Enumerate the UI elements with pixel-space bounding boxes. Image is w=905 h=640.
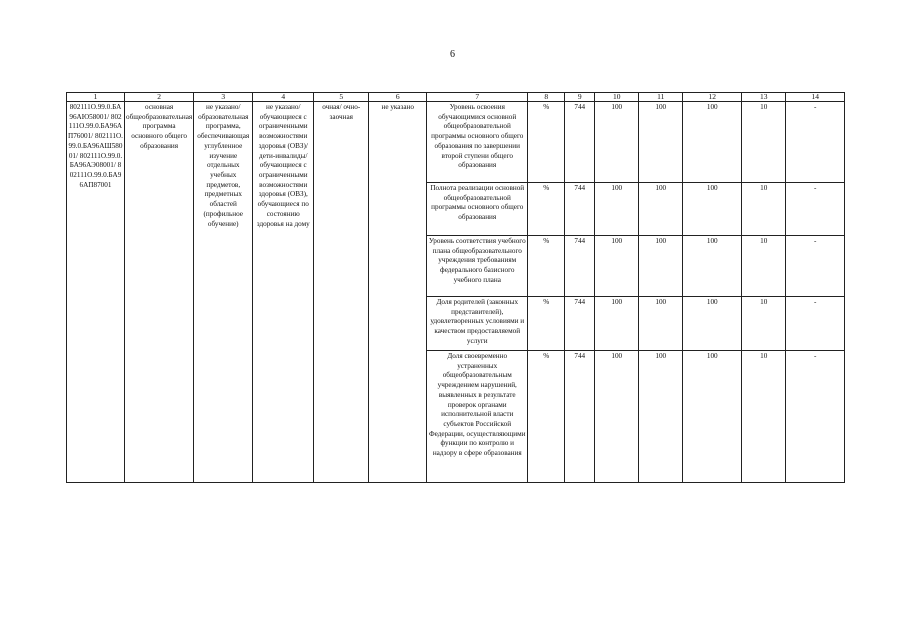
value-cell: 100 — [639, 351, 683, 483]
value-cell: 10 — [742, 102, 786, 183]
unit-cell: % — [528, 236, 565, 297]
unit-cell: % — [528, 297, 565, 351]
column-header: 12 — [683, 93, 742, 102]
column-header: 1 — [67, 93, 125, 102]
column-header: 14 — [786, 93, 845, 102]
page-number: 6 — [450, 49, 455, 60]
column-header: 3 — [194, 93, 253, 102]
unit-cell: % — [528, 351, 565, 483]
indicator-cell: Доля родителей (законных представителей), удовлетворенных условиями и качеством предоставляемой услуги — [427, 297, 528, 351]
value-cell: 10 — [742, 351, 786, 483]
subjects-cell: не указано/ образовательная программа, обеспечивающая углубленное изучение отдельных учебных предметов, предметных областей (профильное обучение) — [194, 102, 253, 483]
unit-cell: % — [528, 102, 565, 183]
value-cell: - — [786, 102, 845, 183]
value-cell: - — [786, 236, 845, 297]
okei-cell: 744 — [565, 102, 595, 183]
column-header: 4 — [253, 93, 314, 102]
form-cell: очная/ очно-заочная — [314, 102, 369, 483]
indicator-cell: Доля своевременно устраненных общеобразовательным учреждением нарушений, выявленных в результате проверок органами исполнительной власти субъектов Российской Федерации, осуществляющими функции по контролю и надзору в сфере образования — [427, 351, 528, 483]
column-header: 7 — [427, 93, 528, 102]
value-cell: - — [786, 183, 845, 236]
category-cell: не указано/ обучающиеся с ограниченными возможностями здоровья (ОВЗ)/ дети-инвалиды/ обучающиеся с ограниченными возможностями здоровья (ОВЗ), обучающиеся по состоянию здоровья на дому — [253, 102, 314, 483]
header-row — [67, 93, 845, 102]
indicator-cell: Уровень освоения обучающимися основной общеобразовательной программы основного общего образования по завершении второй ступени общего образования — [427, 102, 528, 183]
column-header: 9 — [565, 93, 595, 102]
column-header: 10 — [595, 93, 639, 102]
quality-indicators-table — [66, 92, 845, 483]
indicator-cell: Полнота реализации основной общеобразовательной программы основного общего образования — [427, 183, 528, 236]
okei-cell: 744 — [565, 351, 595, 483]
value-cell: - — [786, 297, 845, 351]
column-header: 2 — [125, 93, 194, 102]
value-cell: 100 — [639, 183, 683, 236]
value-cell: 100 — [595, 183, 639, 236]
value-cell: 10 — [742, 183, 786, 236]
column-header: 11 — [639, 93, 683, 102]
column-header: 5 — [314, 93, 369, 102]
value-cell: - — [786, 351, 845, 483]
okei-cell: 744 — [565, 183, 595, 236]
table-row — [67, 102, 845, 183]
service-code-cell: 802111О.99.0.БА96АЮ58001/ 802111О.99.0.БА96АП76001/ 802111О.99.0.БА96АШ58001/ 802111О.99.0.БА96АЭ08001/ 802111О.99.0.БА96АП87001 — [67, 102, 125, 483]
column-header: 8 — [528, 93, 565, 102]
column-6-cell: не указано — [369, 102, 427, 483]
value-cell: 100 — [595, 236, 639, 297]
value-cell: 100 — [683, 297, 742, 351]
value-cell: 100 — [639, 102, 683, 183]
value-cell: 100 — [595, 297, 639, 351]
okei-cell: 744 — [565, 297, 595, 351]
column-header: 13 — [742, 93, 786, 102]
value-cell: 100 — [683, 102, 742, 183]
value-cell: 100 — [595, 351, 639, 483]
value-cell: 100 — [639, 297, 683, 351]
value-cell: 100 — [595, 102, 639, 183]
column-header: 6 — [369, 93, 427, 102]
unit-cell: % — [528, 183, 565, 236]
value-cell: 100 — [639, 236, 683, 297]
value-cell: 10 — [742, 236, 786, 297]
program-cell: основная общеобразовательная программа основного общего образования — [125, 102, 194, 483]
value-cell: 10 — [742, 297, 786, 351]
okei-cell: 744 — [565, 236, 595, 297]
value-cell: 100 — [683, 183, 742, 236]
value-cell: 100 — [683, 236, 742, 297]
value-cell: 100 — [683, 351, 742, 483]
indicator-cell: Уровень соответствия учебного плана общеобразовательного учреждения требованиям федерального базисного учебного плана — [427, 236, 528, 297]
